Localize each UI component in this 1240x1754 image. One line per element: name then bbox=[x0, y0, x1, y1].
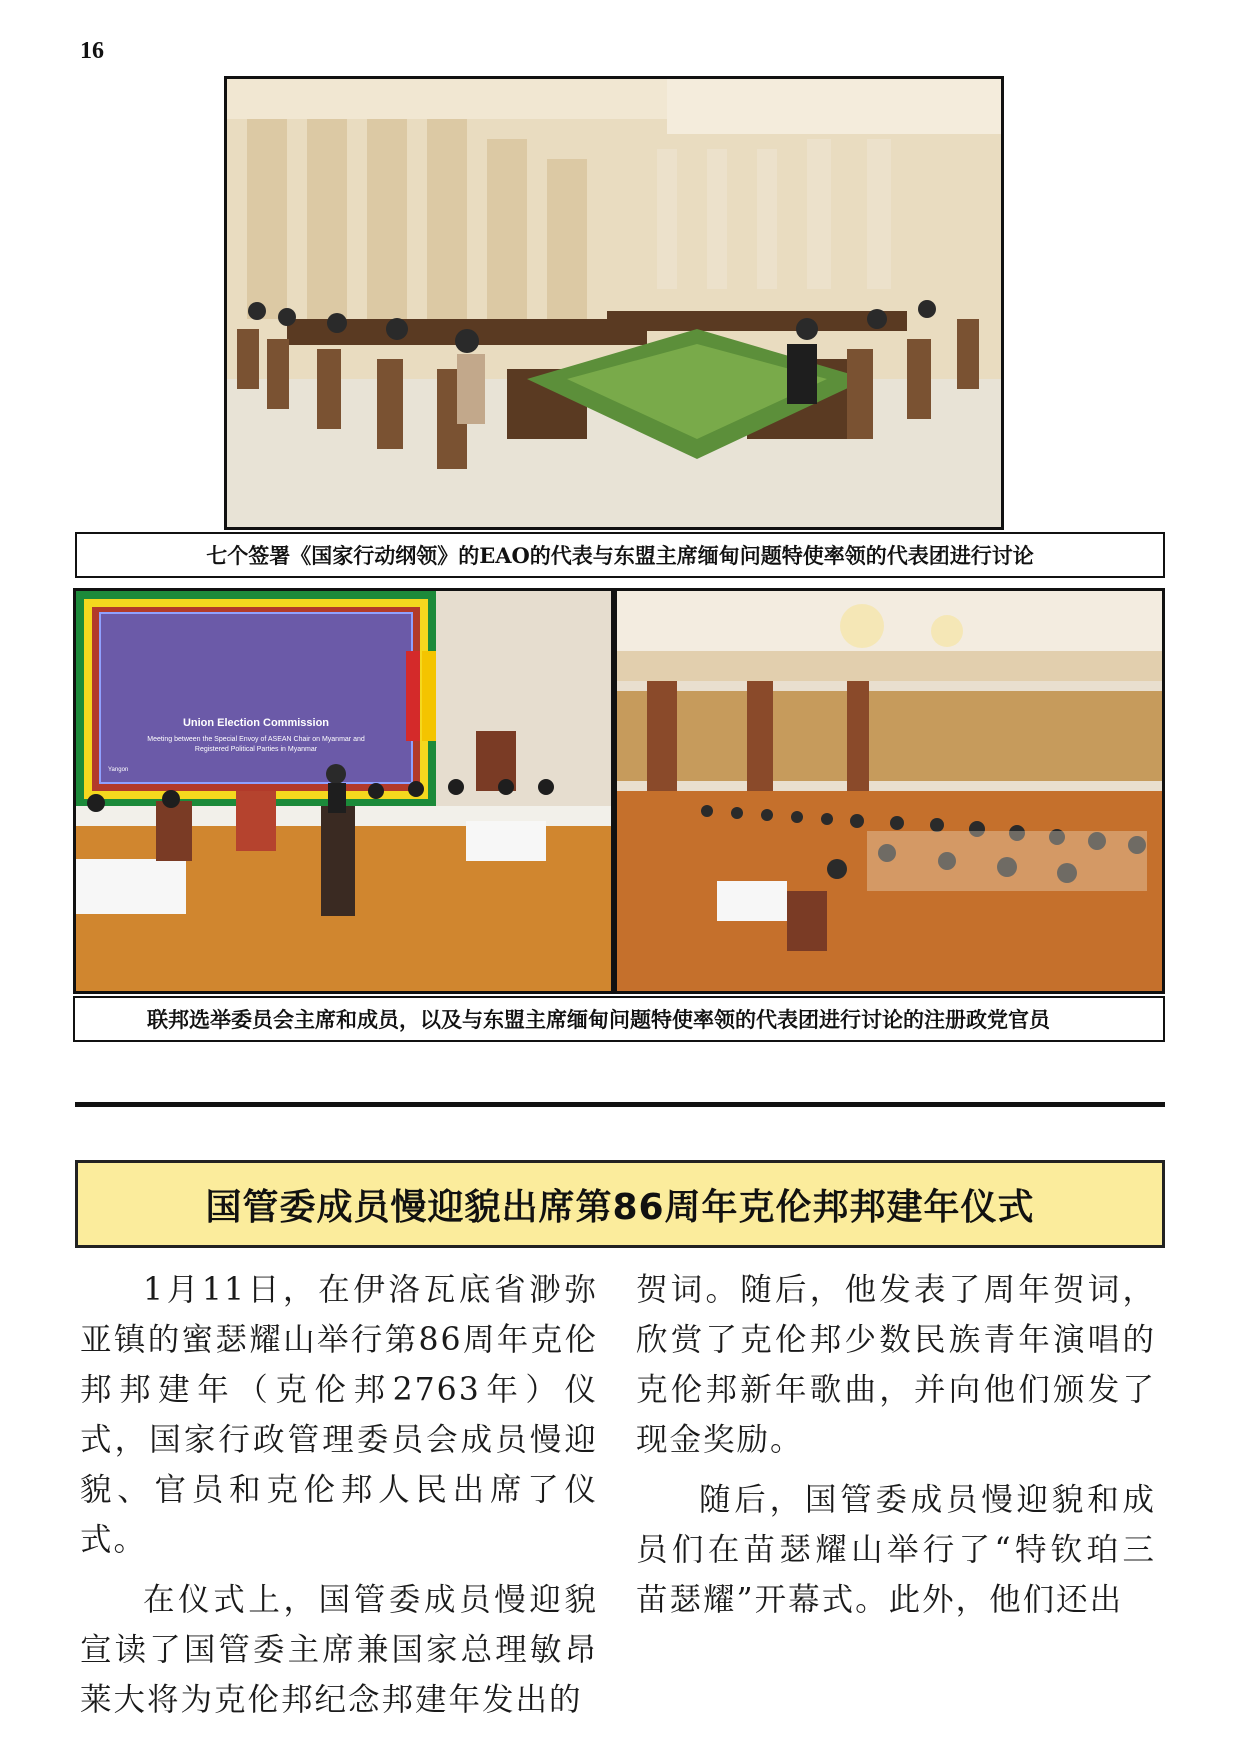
top-caption-text: 七个签署《国家行动纲领》的EAO的代表与东盟主席缅甸问题特使率领的代表团进行讨论 bbox=[206, 543, 1034, 568]
left-paragraph-2: 在仪式上，国管委成员慢迎貌宣读了国管委主席兼国家总理敏昂莱大将为克伦邦纪念邦建年发出的 bbox=[80, 1582, 598, 1718]
banner-line-1: Meeting between the Special Envoy of ASEAN Chair on Myanmar and bbox=[147, 736, 365, 743]
article-headline: 国管委成员慢迎貌出席第86周年克伦邦邦建年仪式 bbox=[205, 1186, 1035, 1228]
article-right-column bbox=[636, 1265, 1156, 1635]
banner-location: Yangon bbox=[108, 767, 129, 773]
left-paragraph-1: 1月11日，在伊洛瓦底省渺弥亚镇的蜜瑟耀山举行第86周年克伦邦邦建年（克伦邦2763年）仪式，国家行政管理委员会成员慢迎貌、官员和克伦邦人民出席了仪式。 bbox=[80, 1272, 598, 1558]
right-paragraph-2: 随后，国管委成员慢迎貌和成员们在苗瑟耀山举行了“特钦珀三苗瑟耀”开幕式。此外，他们还出 bbox=[636, 1482, 1156, 1618]
middle-left-photo bbox=[73, 588, 614, 994]
article-left-column bbox=[80, 1265, 598, 1735]
top-photo bbox=[224, 76, 1004, 530]
section-divider bbox=[75, 1102, 1165, 1107]
bottom-caption-text: 联邦选举委员会主席和成员，以及与东盟主席缅甸问题特使率领的代表团进行讨论的注册政党官员 bbox=[147, 1007, 1050, 1032]
top-photo-caption bbox=[75, 532, 1165, 578]
banner-line-2: Registered Political Parties in Myanmar bbox=[194, 746, 318, 753]
banner-title: Union Election Commission bbox=[182, 717, 330, 729]
page-number: 16 bbox=[80, 38, 104, 64]
bottom-photo-caption bbox=[73, 996, 1165, 1042]
headline-box bbox=[75, 1160, 1165, 1248]
middle-right-photo bbox=[614, 588, 1165, 994]
right-paragraph-1: 贺词。随后，他发表了周年贺词，欣赏了克伦邦少数民族青年演唱的克伦邦新年歌曲，并向他们颁发了现金奖励。 bbox=[636, 1272, 1156, 1458]
